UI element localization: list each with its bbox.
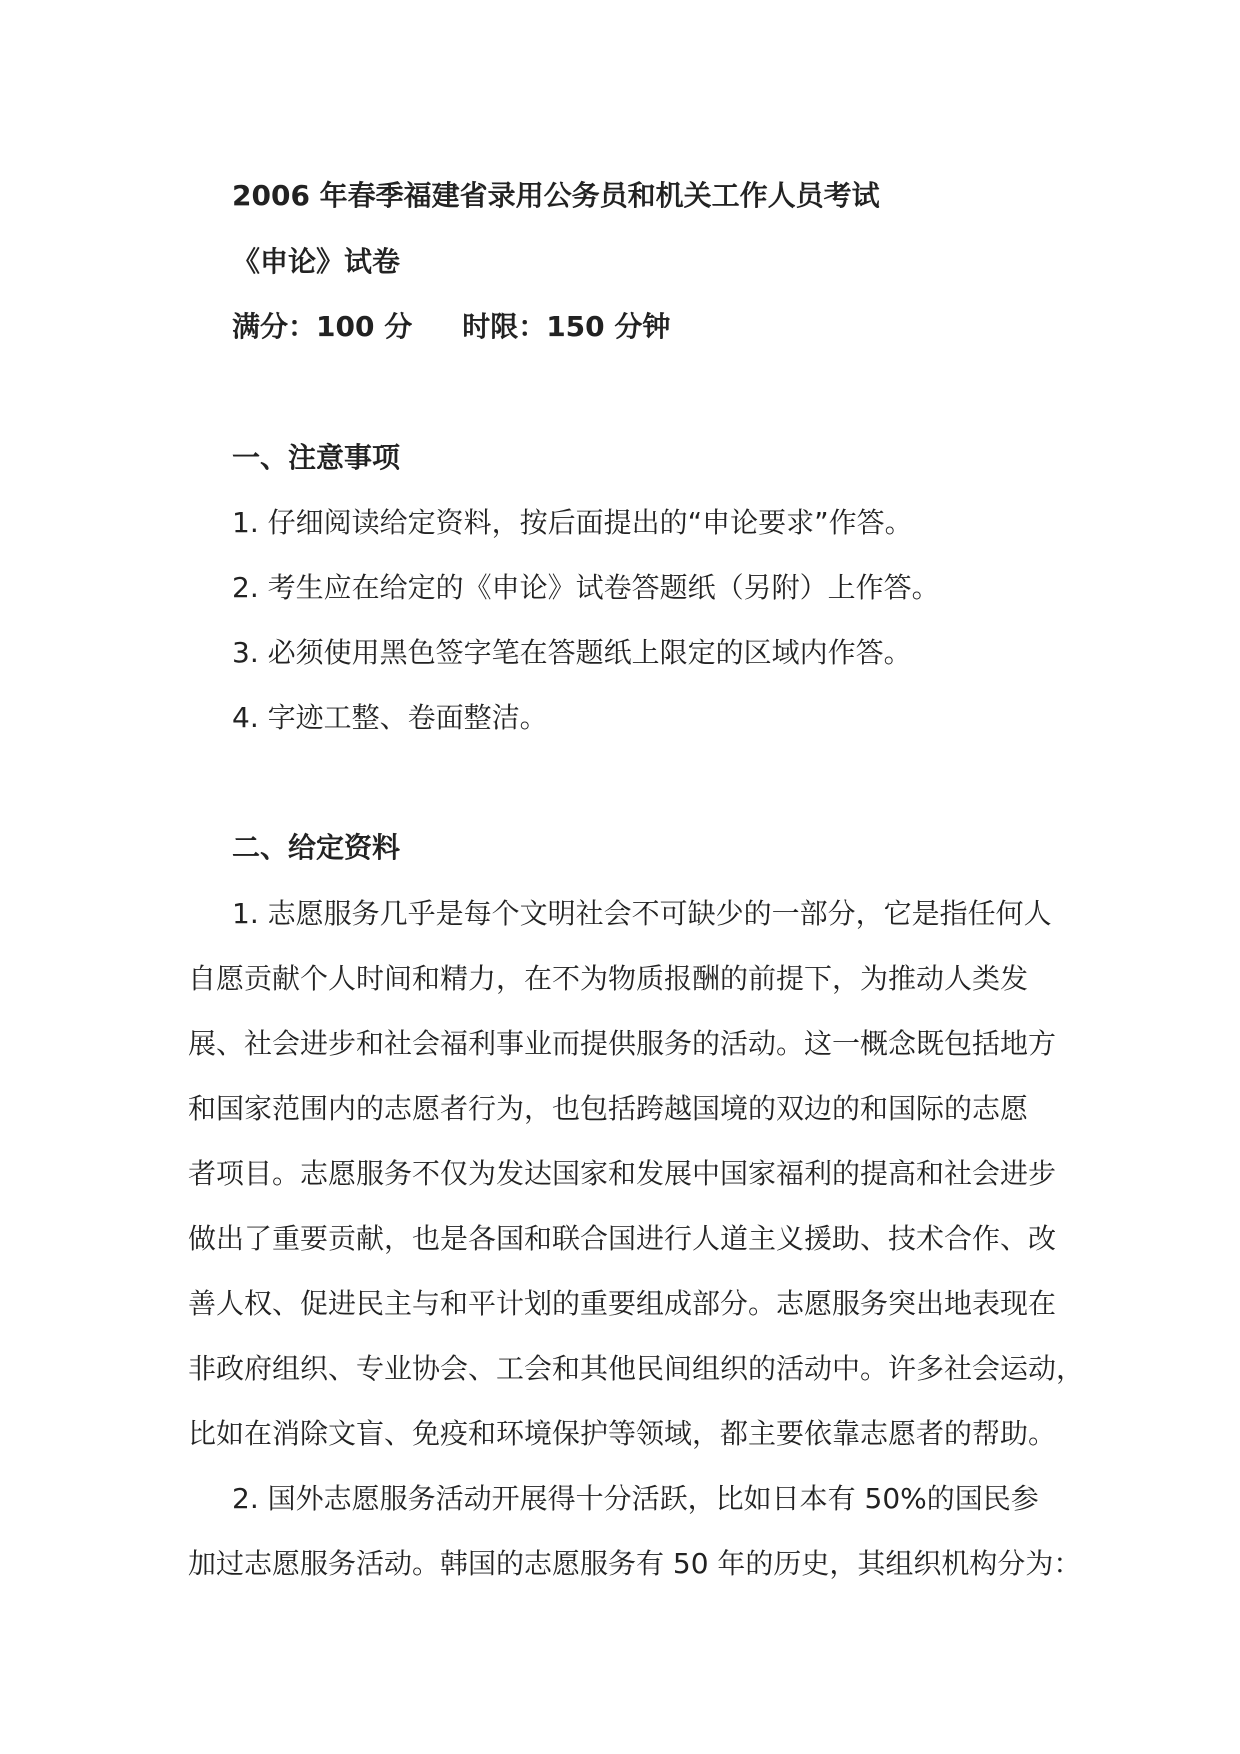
- notice-item: 4. 字迹工整、卷面整洁。: [232, 701, 548, 734]
- material-line: 善人权、促进民主与和平计划的重要组成部分。志愿服务突出地表现在: [188, 1287, 1057, 1320]
- material-line: 展、社会进步和社会福利事业而提供服务的活动。这一概念既包括地方: [188, 1027, 1057, 1060]
- score-and-time: [232, 309, 670, 345]
- material-line: 和国家范围内的志愿者行为，也包括跨越国境的双边的和国际的志愿: [188, 1092, 1029, 1125]
- exam-title: 2006 年春季福建省录用公务员和机关工作人员考试: [232, 179, 880, 212]
- full-score: 满分：100 分: [232, 310, 413, 343]
- section-heading-notice: 一、注意事项: [232, 441, 401, 474]
- notice-item: 3. 必须使用黑色签字笔在答题纸上限定的区域内作答。: [232, 636, 912, 669]
- material-line: 1. 志愿服务几乎是每个文明社会不可缺少的一部分，它是指任何人: [232, 897, 1052, 930]
- section-heading-material: 二、给定资料: [232, 831, 401, 864]
- paper-name: 《申论》试卷: [232, 245, 401, 278]
- time-limit: 时限：150 分钟: [462, 310, 671, 343]
- notice-item: 1. 仔细阅读给定资料，按后面提出的“申论要求”作答。: [232, 506, 913, 539]
- notice-item: 2. 考生应在给定的《申论》试卷答题纸（另附）上作答。: [232, 571, 940, 604]
- material-line: 自愿贡献个人时间和精力，在不为物质报酬的前提下，为推动人类发: [188, 962, 1029, 995]
- material-line: 做出了重要贡献，也是各国和联合国进行人道主义援助、技术合作、改: [188, 1222, 1057, 1255]
- material-line: 2. 国外志愿服务活动开展得十分活跃，比如日本有 50%的国民参: [232, 1482, 1039, 1515]
- material-line: 加过志愿服务活动。韩国的志愿服务有 50 年的历史，其组织机构分为：: [188, 1547, 1082, 1580]
- material-line: 非政府组织、专业协会、工会和其他民间组织的活动中。许多社会运动，: [188, 1352, 1085, 1385]
- material-line: 者项目。志愿服务不仅为发达国家和发展中国家福利的提高和社会进步: [188, 1157, 1057, 1190]
- material-line: 比如在消除文盲、免疫和环境保护等领域，都主要依靠志愿者的帮助。: [188, 1417, 1057, 1450]
